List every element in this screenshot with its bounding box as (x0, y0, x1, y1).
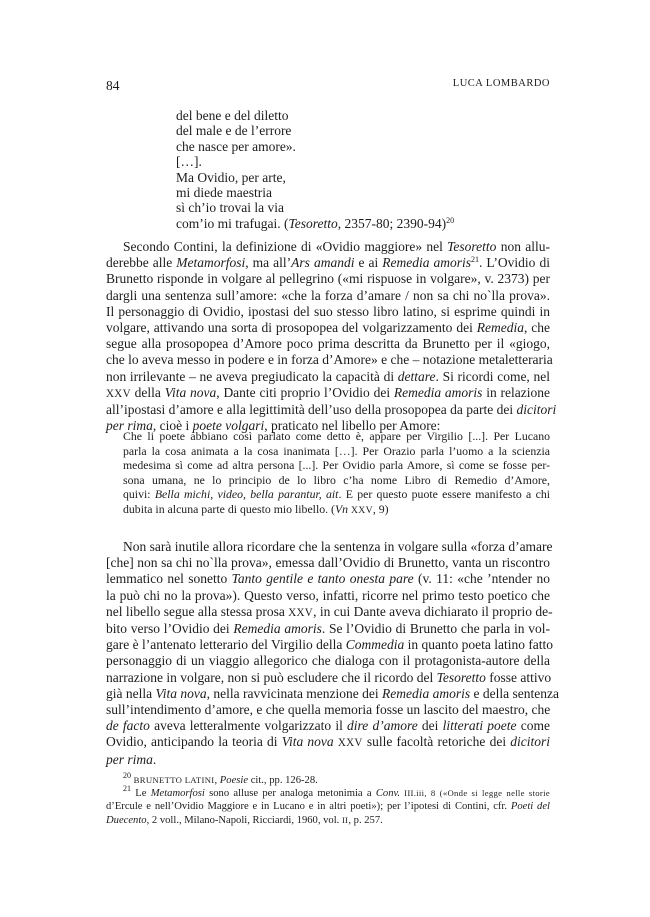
text-line: Secondo Contini, la definizione di «Ovidio maggiore» nel Tesoretto non allu- (123, 239, 550, 254)
text-line: già nella Vita nova, nella ravvicinata menzione dei Remedia amoris e della sentenza (106, 685, 559, 701)
paragraph-1 (106, 239, 557, 434)
verse-line: del bene e del diletto (176, 108, 289, 123)
text-line: gare è l’antenato letterario del Virgilio della Commedia in quanto poeta latino fatto (106, 637, 554, 653)
running-head: LUCA LOMBARDO (452, 78, 550, 89)
text-line: volgare, attivando una sorta di prosopopea del volgarizzamento dei Remedia, che (106, 320, 550, 336)
text-line: che lo aveva messo in podere e in forza d’Amore» e che – notazione metaletteraria (106, 352, 553, 368)
text-line: XXV della Vita nova, Dante citi proprio l’Ovidio dei Remedia amoris in relazione (106, 384, 550, 400)
text-line: de facto aveva letteralmente volgarizzato il dire d’amore dei litterati poete come (106, 718, 550, 734)
footnote-21-cont: d’Ercule e nell’Ovidio Maggiore e in Lucano e in altri poeti»); per l’ipotesi di Contini, cfr. Poeti del (106, 801, 550, 813)
verse-line: Ma Ovidio, per arte, (176, 169, 286, 185)
footnote-20: $^{20}$ BRUNETTO LATINI, Poesie cit., pp. 126-28. (123, 771, 318, 786)
text-line: segue alla prosopopea d’Amore poco prima descritta da Brunetto per il «giogo, (106, 336, 550, 352)
quote-line: quivi: Bella michi, video, bella parantur, ait. E per questo puote essere manifesto a chi (123, 487, 550, 502)
text-line: la può chi no la prova»). Questo verso, infatti, ricorre nel primo testo poetico che (106, 587, 550, 603)
text-line: sull’intendimento d’amore, e che quella memoria fosse un lascito del maestro, che (106, 702, 551, 718)
verse-line: […]. (176, 154, 202, 170)
text-line: narrazione in volgare, non si può escludere che il ricordo del Tesoretto fosse attivo (106, 669, 552, 685)
text-line: bito verso l’Ovidio dei Remedia amoris. Se l’Ovidio di Brunetto che parla in vol- (106, 621, 550, 637)
text-line: lemmatico nel sonetto Tanto gentile e tanto onesta pare (v. 11: «che ’ntender no (106, 571, 550, 587)
quote-line: parla la cosa animata a la cosa inanimata […]. Per Orazio parla l’uomo a la scienzia (123, 443, 550, 458)
footnote-ref-21: 21 (471, 255, 480, 265)
text-line: dargli una sentenza sull’amore: «che la forza d’amare / non sa chi no`lla prova». (106, 287, 550, 303)
verse-line-citation: com’io mi trafugai. (Tesoretto, 2357-80; 2390-94)$^{20}$ (176, 215, 455, 231)
verse-line: sì ch’io trovai la via (176, 200, 284, 216)
quote-line: sona umana, ne lo principio de lo libro c’ha nome Libro di Remedio d’Amore, (123, 472, 550, 487)
footnote-ref-20: 20 (446, 215, 455, 225)
text-line: non irrilevante – ne aveva pregiudicato la capacità di dettare. Si ricordi come, nel (106, 368, 550, 384)
text-line: Non sarà inutile allora ricordare che la sentenza in volgare sulla «forza d’amare (123, 539, 553, 554)
quote-line: dubita in alcuna parte di questo mio libello. (Vn XXV, 9) (123, 501, 389, 516)
text-line: per rima. (106, 751, 157, 767)
text-line: [che] non sa chi no`lla prova», emessa dall’Ovidio di Brunetto, vanta un riscontro (106, 555, 550, 571)
text-line: derebbe alle Metamorfosi, ma all’Ars amandi e ai Remedia amoris$^{21}$. L’Ovidio di (106, 255, 550, 271)
verse-line: mi diede maestria (176, 185, 272, 201)
verse-line: del male e de l’errore (176, 123, 292, 139)
footnote-21-cont: Duecento, 2 voll., Milano-Napoli, Ricciardi, 1960, vol. II, p. 257. (106, 814, 383, 826)
quote-line: Che li poete abbiano così parlato come detto è, appare per Virgilio [...]. Per Lucano (123, 429, 550, 443)
text-line: nel libello segue alla stessa prosa XXV, in cui Dante aveva dichiarato il proprio de- (106, 603, 553, 619)
paragraph-2 (106, 539, 559, 768)
verse-line: che nasce per amore». (176, 138, 296, 154)
text-line: Ovidio, anticipando la teoria di Vita nova XXV sulle facoltà retoriche dei dicitori (106, 734, 551, 750)
text-line: Il personaggio di Ovidio, ipostasi del suo stesso libro latino, si esprime quindi in (106, 303, 550, 319)
page-number: 84 (106, 78, 120, 93)
footnote-21: $^{21}$ Le Metamorfosi sono alluse per analoga metonimia a Conv. III.iii, 8 («Onde si legge nelle storie (123, 784, 550, 800)
verse-quotation (176, 108, 506, 231)
text-line: Brunetto risponde in volgare al pellegrino («mi rispuose in volgare», v. 2373) per (106, 271, 550, 287)
text-line: personaggio di un viaggio allegorico che dialoga con il protagonista-autore della (106, 653, 550, 669)
footnotes (106, 771, 550, 827)
page-header (106, 78, 550, 94)
block-quotation (123, 429, 550, 519)
text-line: per rima, cioè i poete volgari, praticato nel libello per Amore: (106, 418, 441, 434)
quote-line: medesima sì come ad altra persona [...]. Per Ovidio parla Amore, sì come se fosse per- (123, 458, 550, 473)
text-line: all’ipostasi d’amore e alla legittimità dell’uso della prosopopea da parte dei dicitori (106, 402, 557, 418)
